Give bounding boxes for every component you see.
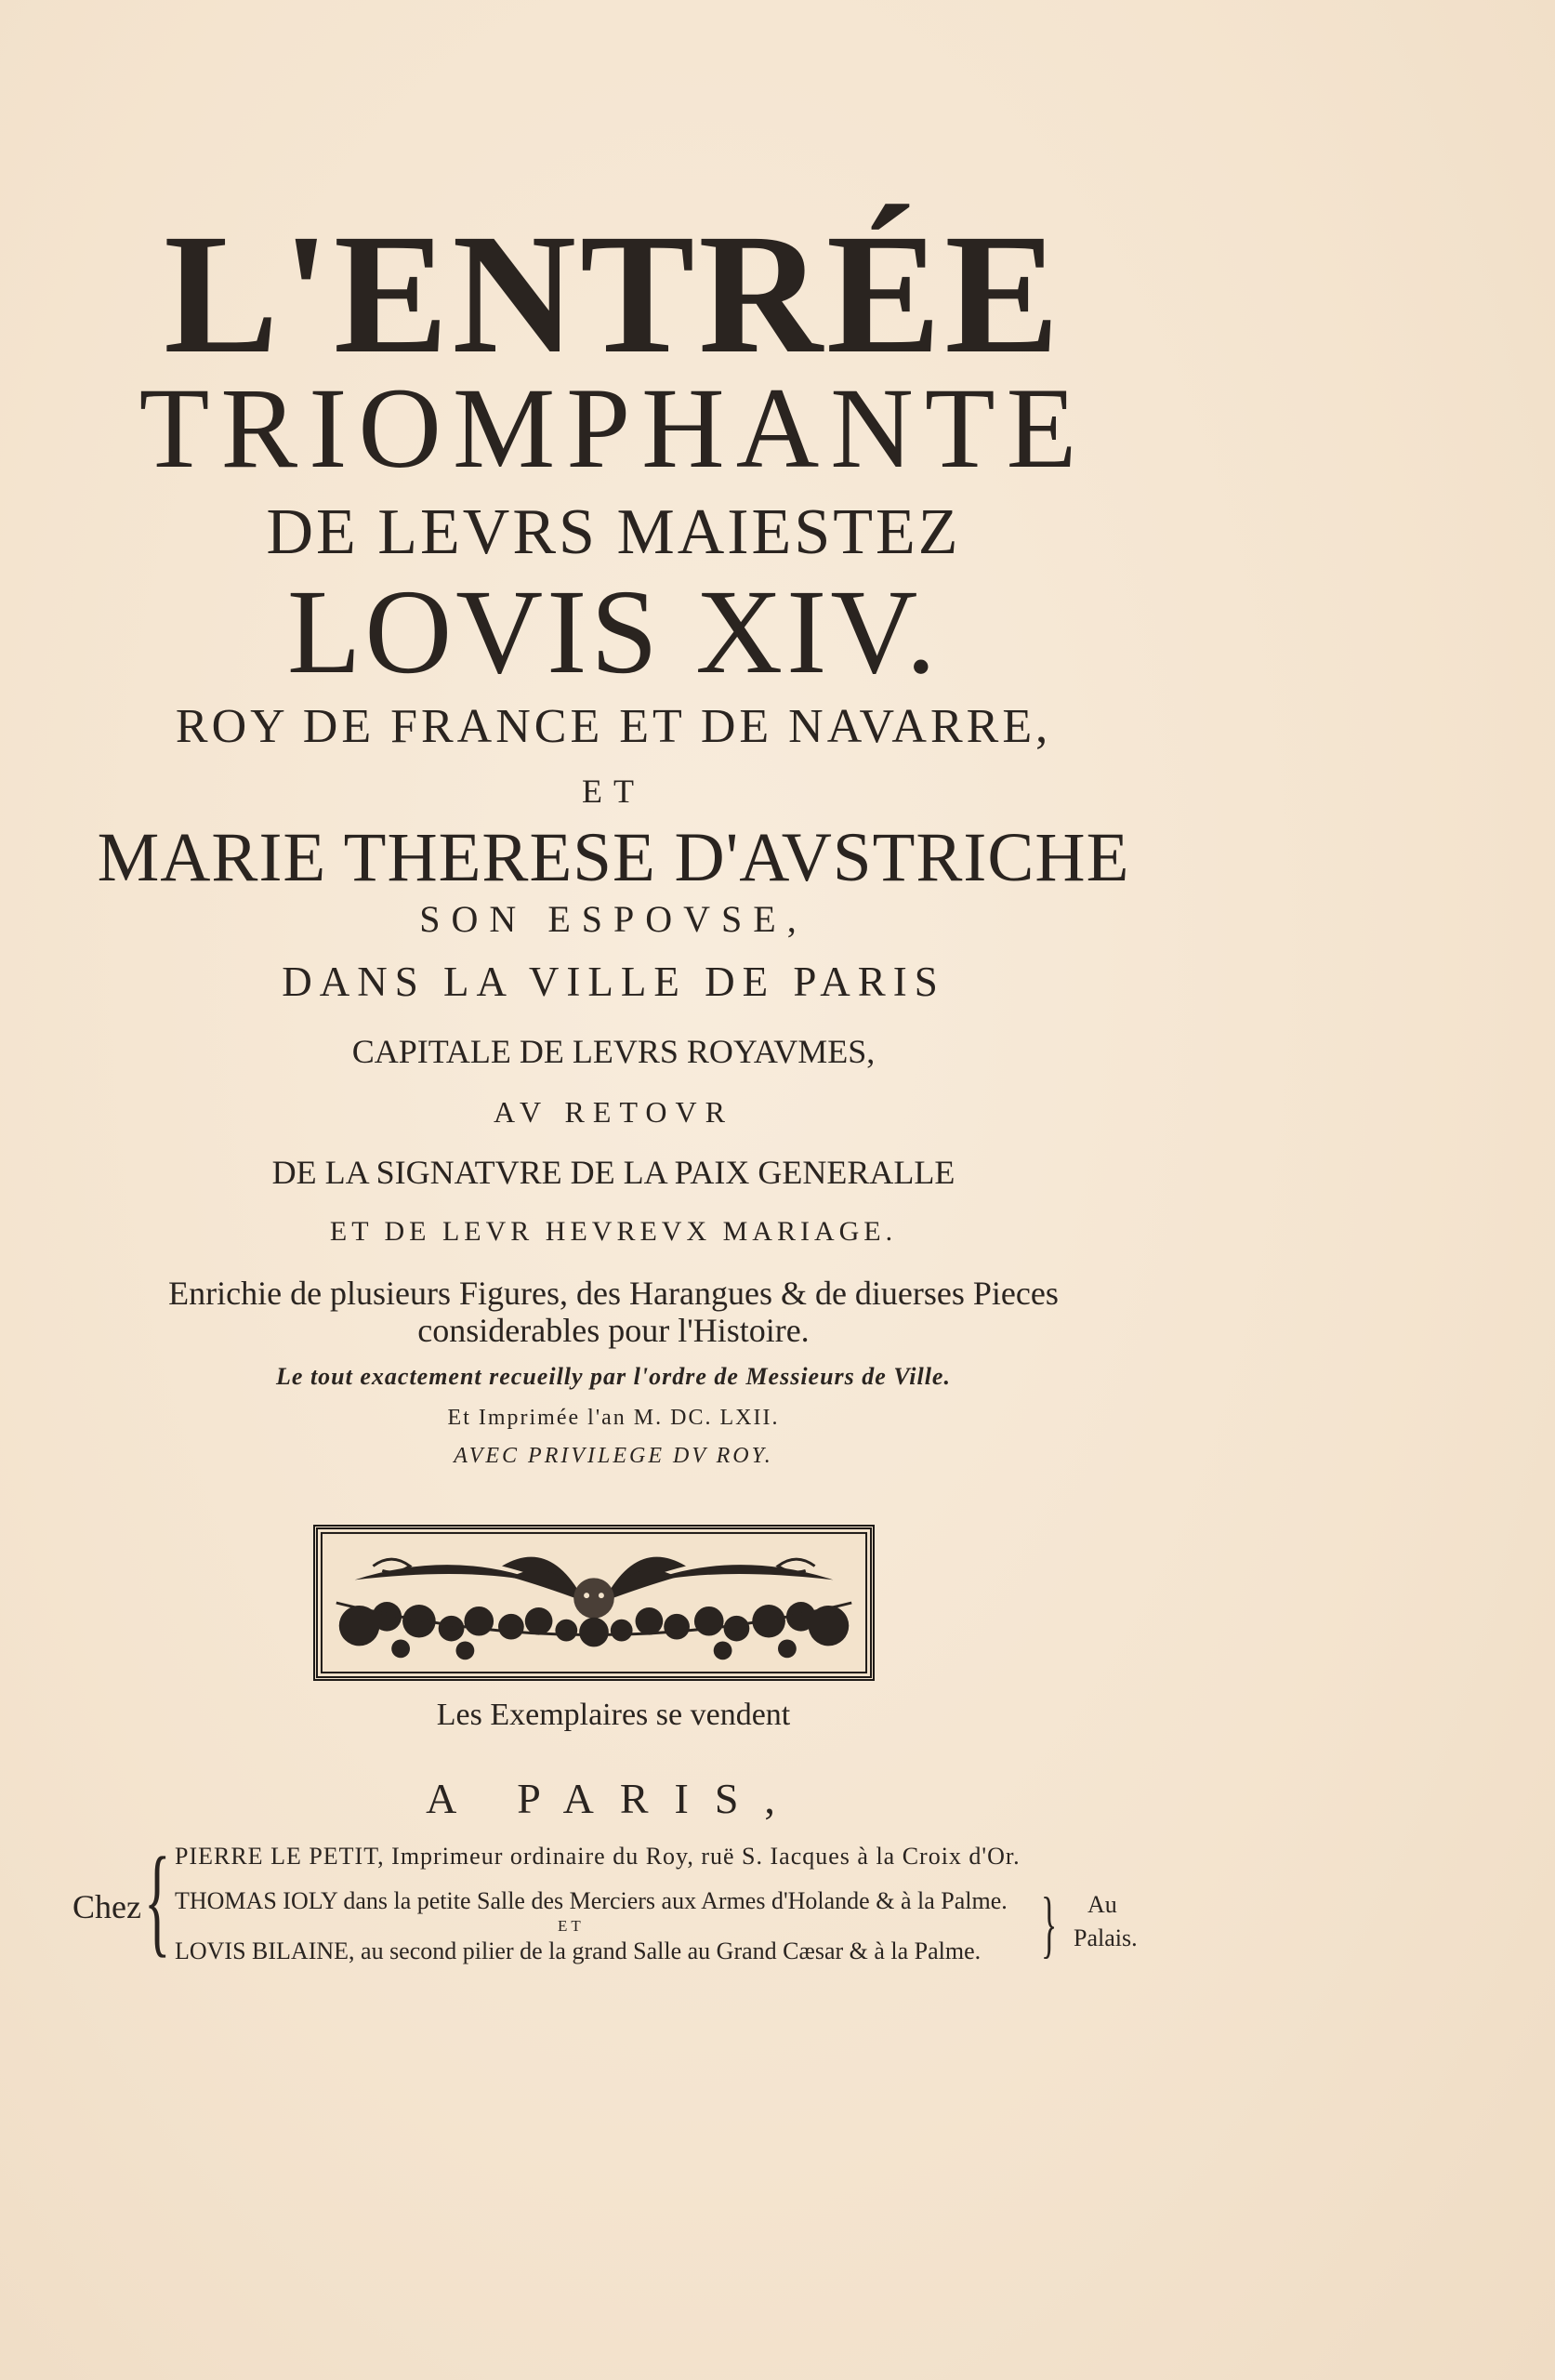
title-line-louis: LOVIS XIV. <box>286 565 941 699</box>
imprint-line-ioly: THOMAS IOLY dans la petite Salle des Merciers aux Armes d'Holande & à la Palme. <box>175 1887 1008 1914</box>
imprint-block <box>65 1831 1162 1973</box>
imprint-line-petit: PIERRE LE PETIT, Imprimeur ordinaire du Roy, ruë S. Iacques à la Croix d'Or. <box>175 1843 1021 1870</box>
title-line-retour: AV RETOVR <box>494 1095 733 1129</box>
title-line-histoire: considerables pour l'Histoire. <box>417 1312 810 1349</box>
engraved-vignette <box>313 1525 875 1681</box>
au-label: Au <box>1087 1891 1117 1918</box>
sale-notice: Les Exemplaires se vendent <box>436 1698 791 1732</box>
title-line-enrichie: Enrichie de plusieurs Figures, des Harangues & de diuerses Pieces <box>168 1275 1059 1312</box>
title-line-imprimee: Et Imprimée l'an M. DC. LXII. <box>447 1406 780 1430</box>
chez-label: Chez <box>72 1888 141 1925</box>
title-line-maiestez: DE LEVRS MAIESTEZ <box>266 496 961 568</box>
title-line-triomphante: TRIOMPHANTE <box>138 364 1088 492</box>
title-line-marie-therese: MARIE THERESE D'AVSTRICHE <box>97 819 1130 896</box>
city-line: A PARIS, <box>426 1775 801 1822</box>
title-line-entree: L'ENTRÉE <box>164 199 1063 390</box>
imprint-et: ET <box>558 1917 585 1935</box>
cherub-garland-ornament <box>318 1529 870 1676</box>
right-brace: } <box>1041 1884 1058 1965</box>
title-line-et: ET <box>582 773 645 810</box>
title-line-recueilly: Le tout exactement recueilly par l'ordre de Messieurs de Ville. <box>276 1363 951 1390</box>
title-line-privilege: AVEC PRIVILEGE DV ROY. <box>454 1444 773 1468</box>
title-line-espouse: SON ESPOVSE, <box>419 898 808 940</box>
left-brace: { <box>144 1831 171 1968</box>
title-line-roy: ROY DE FRANCE ET DE NAVARRE, <box>175 700 1052 753</box>
palais-label: Palais. <box>1074 1924 1138 1951</box>
title-line-paris: DANS LA VILLE DE PARIS <box>282 959 945 1005</box>
title-line-mariage: ET DE LEVR HEVREVX MARIAGE. <box>329 1216 898 1247</box>
imprint-line-bilaine: LOVIS BILAINE, au second pilier de la grand Salle au Grand Cæsar & à la Palme. <box>175 1937 982 1964</box>
title-line-signature: DE LA SIGNATVRE DE LA PAIX GENERALLE <box>271 1154 955 1191</box>
title-line-capitale: CAPITALE DE LEVRS ROYAVMES, <box>351 1033 876 1070</box>
